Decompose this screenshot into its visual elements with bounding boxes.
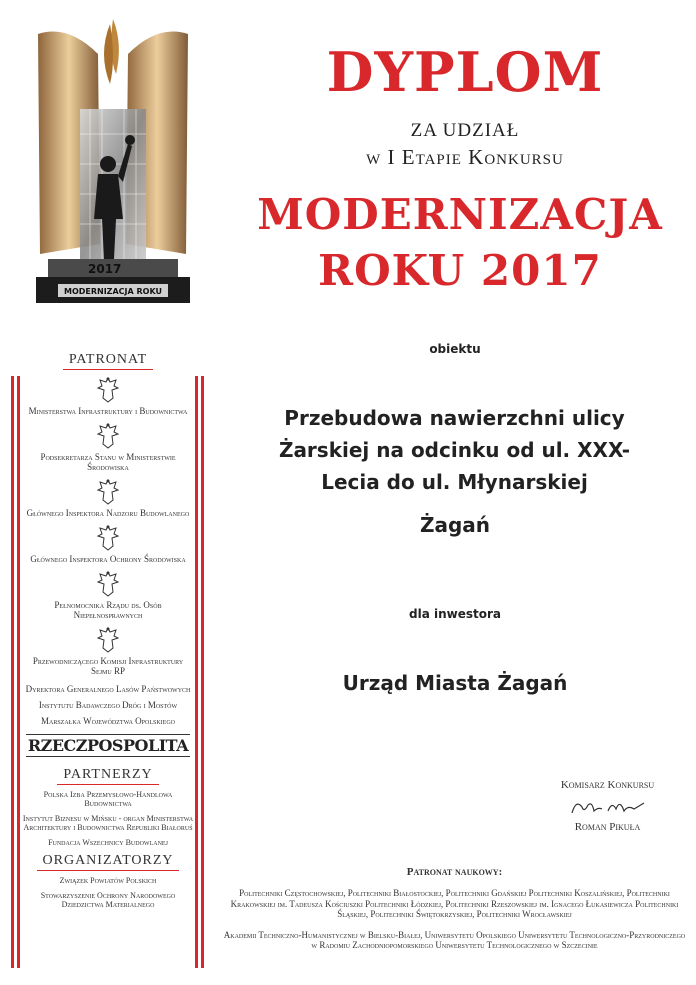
eagle-emblem-icon [96, 376, 120, 404]
trophy-plate: MODERNIZACJA ROKU [63, 287, 163, 296]
partner-item: Instytut Biznesu w Mińsku - organ Ministerstwa Architektury i Budownictwa Republiki Białoruś [22, 814, 194, 832]
subtitle-line-1: ZA UDZIAŁ [410, 120, 520, 141]
trophy-image [28, 14, 198, 314]
patron-item: Instytutu Badawczego Dróg i Mostów [38, 700, 178, 710]
patron-item: Pełnomocnika Rządu ds. Osób Niepełnosprawnych [54, 600, 162, 620]
scientific-patronage [222, 866, 687, 951]
sidebar-border [195, 376, 198, 968]
subtitle-line-2: w I Etapie Konkursu [366, 145, 564, 169]
organizers-heading: ORGANIZATORZY [37, 853, 180, 871]
patron-item: Głównego Inspektora Nadzoru Budowlanego [26, 508, 190, 518]
patron-item: Głównego Inspektora Ochrony Środowiska [30, 554, 186, 564]
media-patron-logo: RZECZPOSPOLITA [27, 736, 189, 755]
patron-item: Dyrektora Generalnego Lasów Państwowych [25, 684, 191, 694]
eagle-emblem-icon [96, 524, 120, 552]
partners-heading: PARTNERZY [57, 767, 158, 785]
investor-name: Urząd Miasta Żagań [342, 671, 568, 695]
sidebar-border [17, 376, 20, 968]
investor-label: dla inwestora [409, 607, 501, 621]
patron-item: Podsekretarza Stanu w Ministerstwie Środowiska [40, 452, 176, 472]
patronat-heading: PATRONAT [63, 352, 153, 370]
eagle-emblem-icon [96, 626, 120, 654]
partner-item: Polska Izba Przemysłowo-Handlowa Budownictwa [43, 790, 173, 808]
project-name [232, 402, 677, 498]
scientific-patronage-paragraph: Akademii Techniczno-Humanistycznej w Bielsku-Białej, Uniwersytetu Opolskiego Uniwersytetu Technologiczno-Przyrodniczego w Radomiu Zachodniopomorskiego Uniwersytetu Technologicznego w Szczecinie [223, 929, 686, 950]
organizer-item: Związek Powiatów Polskich [59, 876, 157, 885]
project-line: Przebudowa nawierzchni ulicy [284, 406, 625, 430]
patron-item: Marszałka Województwa Opolskiego [41, 716, 175, 726]
project-city: Żagań [419, 513, 491, 537]
scientific-patronage-paragraph: Politechniki Częstochowskiej, Politechniki Białostockiej, Politechniki Gdańskiej Politechniki Koszalińskiej, Politechniki Krakowskiej im. Tadeusza Kościuszki Politechniki Łódzkiej, Politechniki Rzeszowskiej im. Ignacego Łukasiewicza Politechniki Śląskiej, Politechniki Świętokrzyskiej, Politechniki Wrocławskiej [230, 888, 679, 919]
sidebar-border [11, 376, 14, 968]
contest-name-line-1: MODERNIZACJA [257, 190, 663, 239]
sidebar-border [201, 376, 204, 968]
eagle-emblem-icon [96, 570, 120, 598]
diploma-title: DYPLOM [326, 40, 604, 104]
eagle-emblem-icon [96, 422, 120, 450]
project-line: Żarskiej na odcinku od ul. XXX- [278, 438, 631, 462]
patron-item: Przewodniczącego Komisji Infrastruktury Sejmu RP [32, 656, 184, 676]
sidebar [22, 348, 194, 909]
patron-item: Ministerstwa Infrastruktury i Budownictwa [28, 406, 188, 416]
partner-item: Fundacja Wszechnicy Budowlanej [48, 838, 168, 847]
commissioner-name: Roman Pikuła [574, 821, 641, 833]
signature-image [568, 797, 648, 819]
project-line: Lecia do ul. Młynarskiej [321, 470, 588, 494]
commissioner-block [545, 779, 670, 833]
contest-name-line-2: ROKU 2017 [318, 246, 602, 295]
scientific-patronage-title: Patronat naukowy: [406, 866, 503, 878]
object-label: obiektu [429, 342, 481, 356]
organizer-item: Stowarzyszenie Ochrony Narodowego Dziedzictwa Materialnego [40, 891, 176, 909]
commissioner-title: Komisarz Konkursu [560, 779, 655, 791]
eagle-emblem-icon [96, 478, 120, 506]
trophy-year: 2017 [88, 262, 122, 276]
